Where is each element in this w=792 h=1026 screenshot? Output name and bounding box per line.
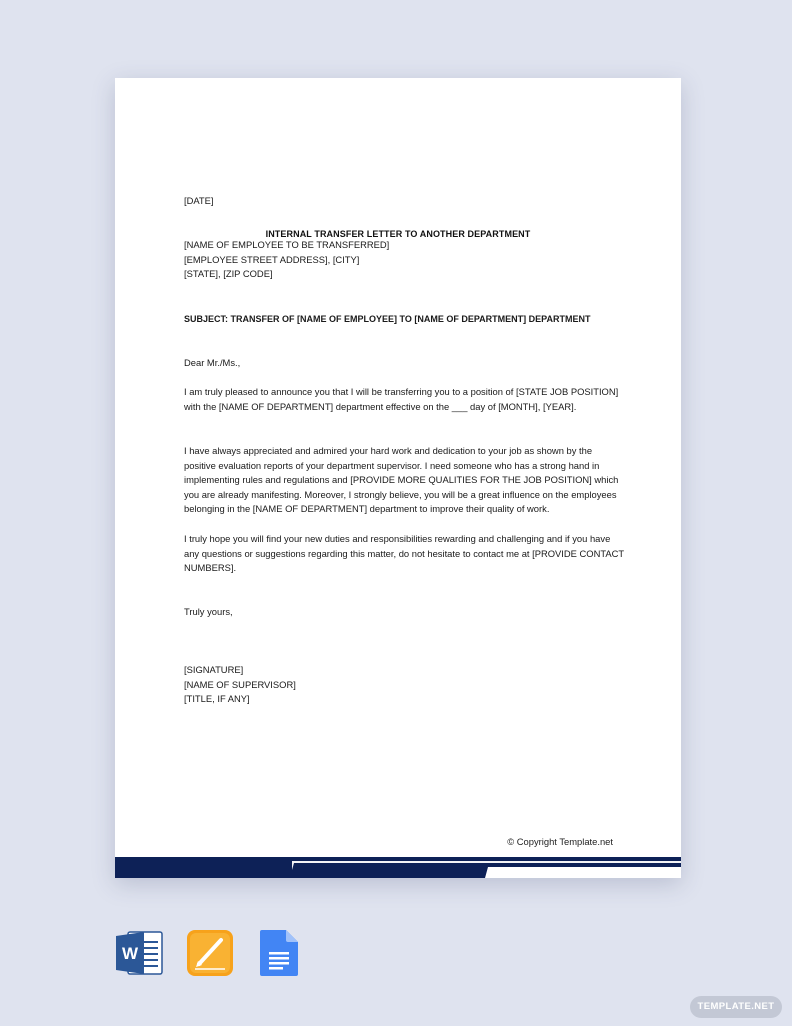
footer-bar — [115, 857, 681, 878]
document-page — [115, 78, 681, 878]
supervisor-title: [TITLE, IF ANY] — [184, 693, 250, 705]
paragraph-1: I am truly pleased to announce you that I will be transferring you to a position of [STATE JOB POSITION] with the [NAME OF DEPARTMENT] department effective on the ___ day of [MONTH], [YEAR]. — [184, 386, 619, 412]
google-docs-icon[interactable] — [260, 930, 298, 976]
recipient-street: [EMPLOYEE STREET ADDRESS], [CITY] — [184, 253, 360, 265]
signature-placeholder: [SIGNATURE] — [184, 664, 244, 675]
copyright-notice: © Copyright Template.net — [507, 836, 613, 847]
signature-block — [184, 663, 624, 707]
subject-line: SUBJECT: TRANSFER OF [NAME OF EMPLOYEE] TO [NAME OF DEPARTMENT] DEPARTMENT — [184, 314, 591, 324]
svg-text:W: W — [121, 944, 139, 963]
paragraph-2: I have always appreciated and admired your hard work and dedication to your job as shown by the positive evaluation reports of your department supervisor. I need someone who has a strong hand in implementing rules and regulations and [PROVIDE MORE QUALITIES FOR THE JOB POSITION] which you are already manifesting. Moreover, I strongly believe, you will be a great influence on the employees belonging in the [NAME OF DEPARTMENT] department to improve their quality of work. — [184, 445, 619, 515]
recipient-block — [184, 238, 624, 282]
recipient-state-zip: [STATE], [ZIP CODE] — [184, 268, 273, 280]
supervisor-name: [NAME OF SUPERVISOR] — [184, 678, 296, 690]
pages-icon[interactable] — [187, 930, 233, 976]
paragraph-3: I truly hope you will find your new duties and responsibilities rewarding and challenging and if you have any questions or suggestions regarding this matter, do not hesitate to contact me at [PROVIDE CONTACT NUMBERS]. — [184, 533, 624, 574]
salutation: Dear Mr./Ms., — [184, 357, 241, 368]
closing: Truly yours, — [184, 606, 233, 617]
recipient-name: [NAME OF EMPLOYEE TO BE TRANSFERRED] — [184, 239, 390, 250]
word-icon[interactable] — [116, 930, 164, 976]
document-title: INTERNAL TRANSFER LETTER TO ANOTHER DEPARTMENT — [265, 229, 531, 239]
date-line: [DATE] — [184, 195, 214, 206]
template-net-watermark: TEMPLATE.NET — [690, 996, 782, 1018]
